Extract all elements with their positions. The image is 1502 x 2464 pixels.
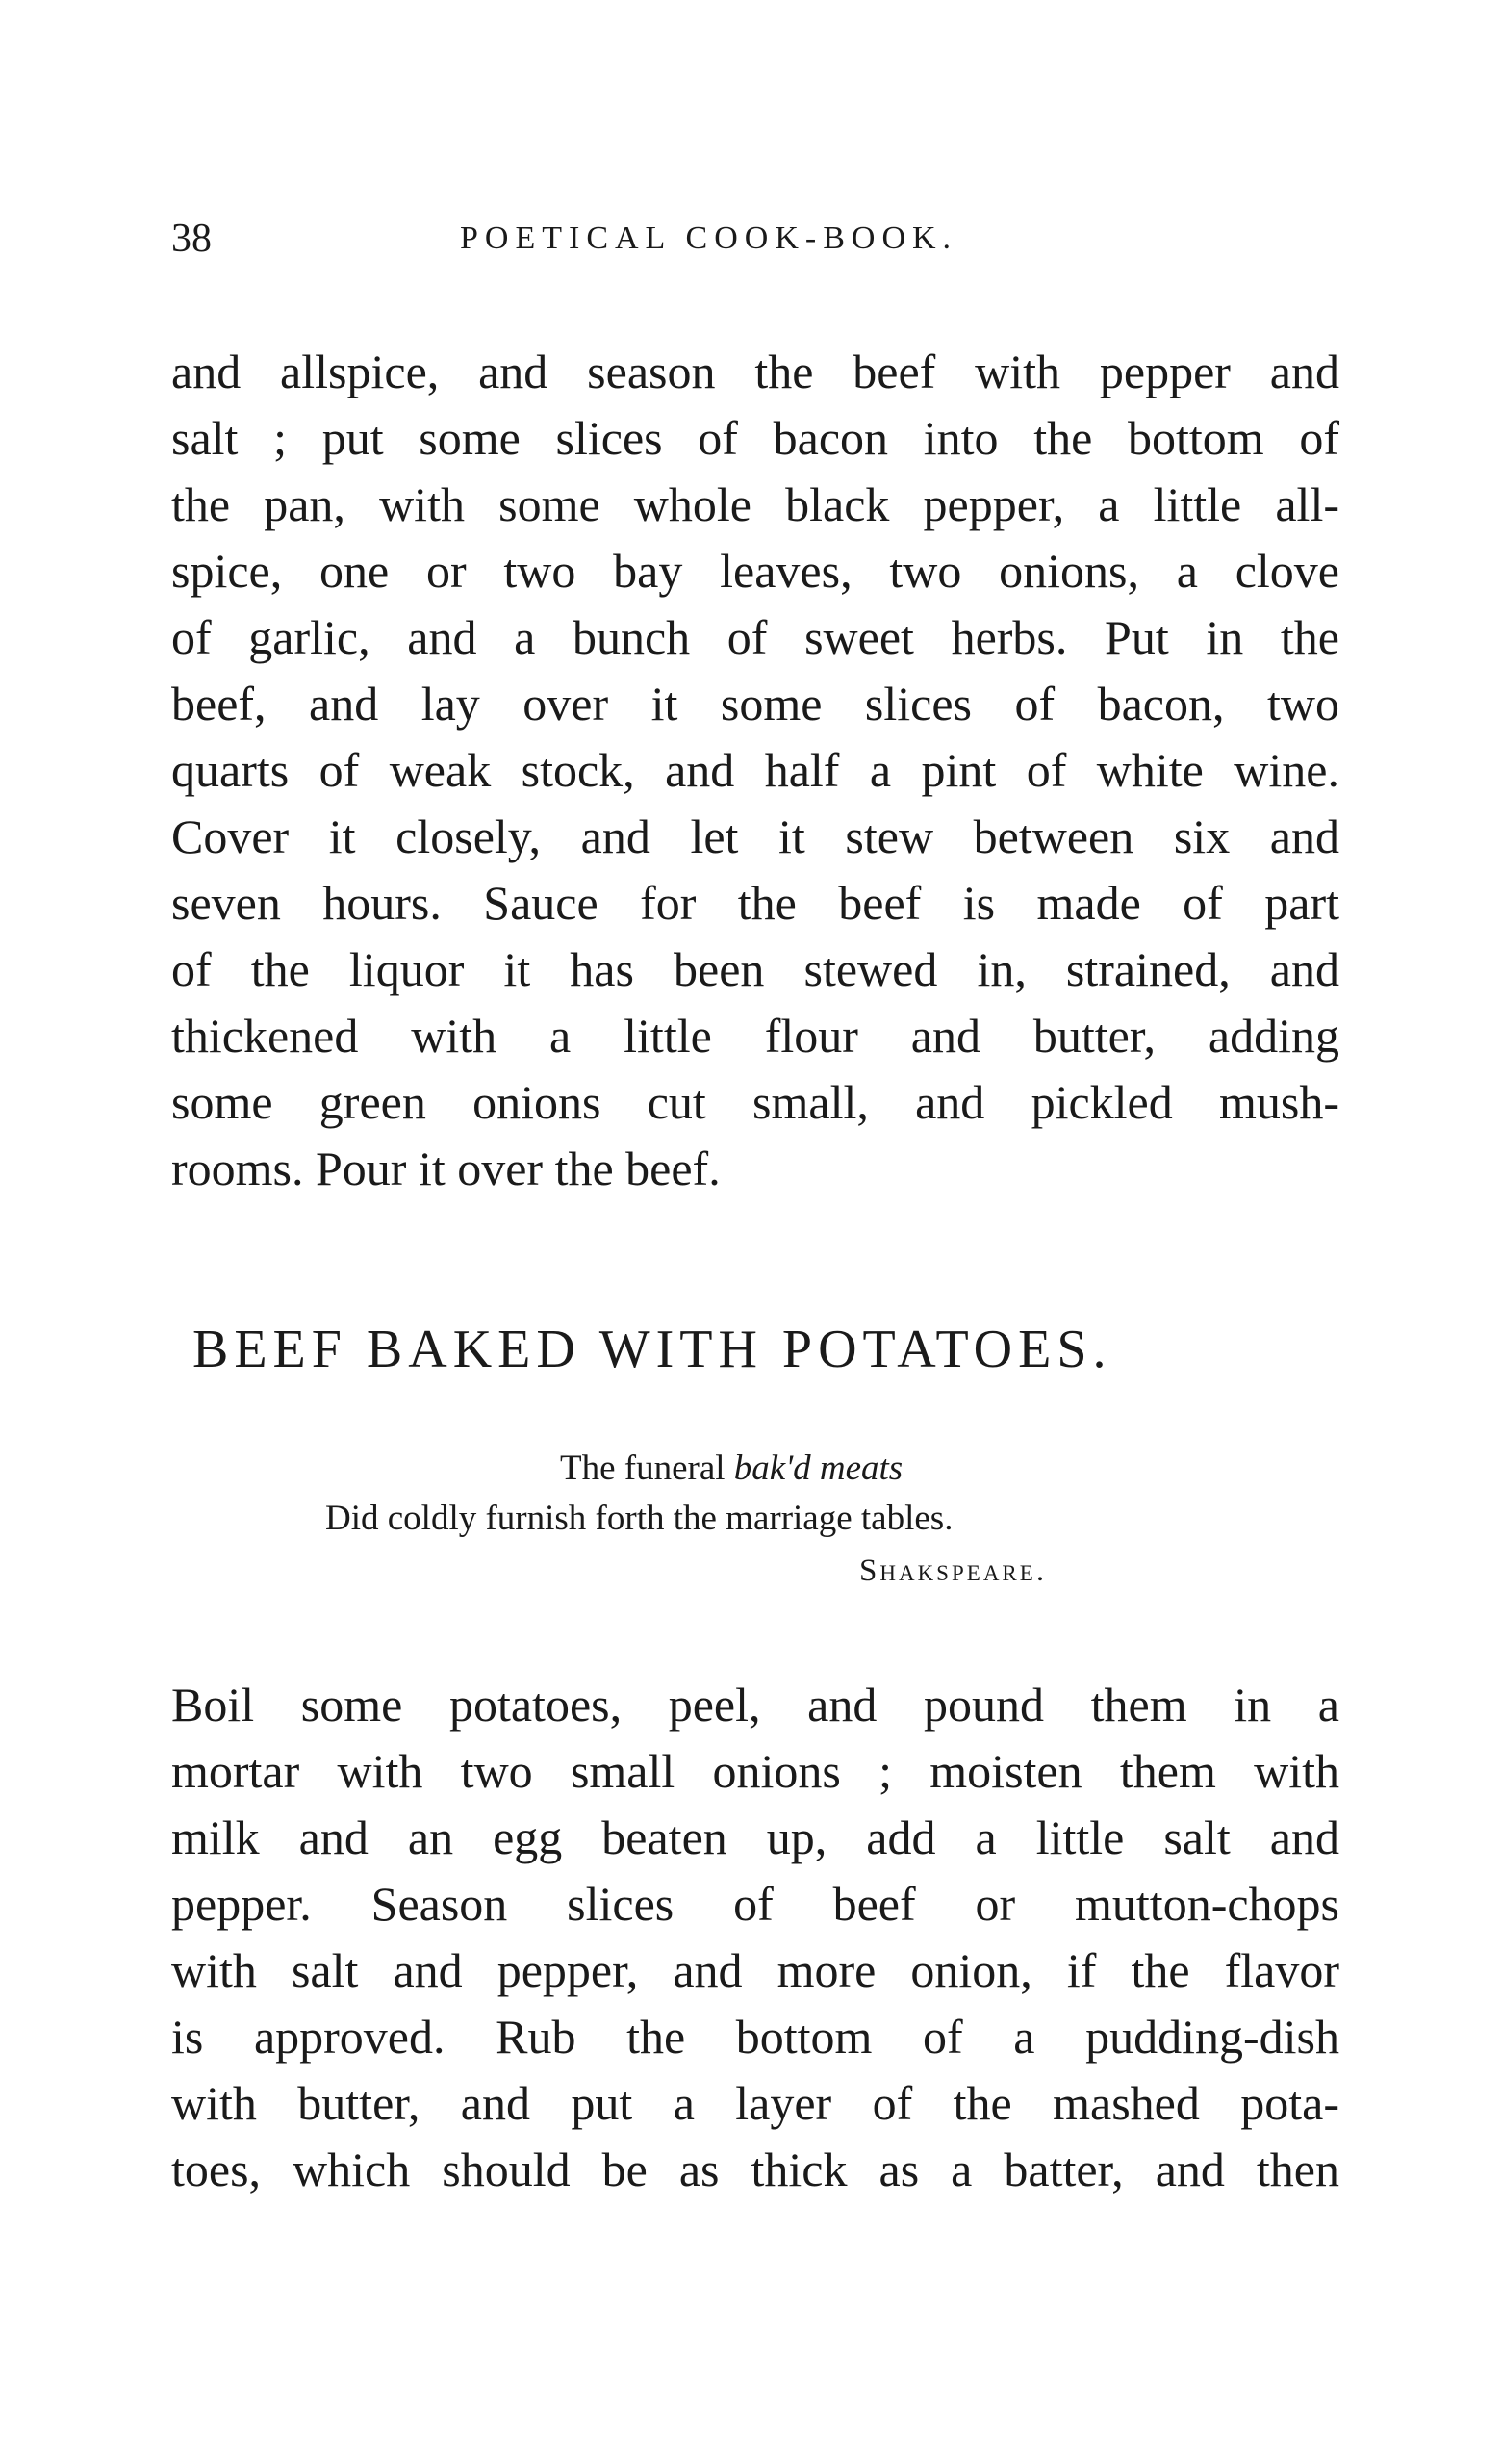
text-line: Cover it closely, and let it stew between six and — [171, 809, 1339, 863]
text-line: some green onions cut small, and pickled mush- — [171, 1075, 1339, 1129]
text-line: mortar with two small onions ; moisten them with — [171, 1744, 1339, 1798]
text-line: pepper. Season slices of beef or mutton-chops — [171, 1877, 1339, 1931]
text-line: with salt and pepper, and more onion, if the flavor — [171, 1943, 1339, 1997]
text-line: of garlic, and a bunch of sweet herbs. Put in the — [171, 610, 1339, 664]
epigraph-italic-phrase: bak'd meats — [733, 1449, 904, 1488]
text-line: milk and an egg beaten up, add a little salt and — [171, 1810, 1339, 1864]
text-line: is approved. Rub the bottom of a pudding-dish — [171, 2010, 1339, 2064]
recipe-paragraph — [171, 1672, 1339, 2203]
text-line: seven hours. Sauce for the beef is made of part — [171, 876, 1339, 930]
epigraph-line-1-text: The funeral — [560, 1449, 734, 1488]
page-header — [171, 210, 1326, 268]
text-line: salt ; put some slices of bacon into the bottom of — [171, 411, 1339, 465]
section-heading: BEEF BAKED WITH POTATOES. — [192, 1320, 1112, 1379]
text-line: spice, one or two bay leaves, two onions, a clove — [171, 544, 1339, 598]
text-line: toes, which should be as thick as a batter, and then — [171, 2143, 1339, 2196]
epigraph-line-1 — [560, 1444, 903, 1494]
text-line: thickened with a little flour and butter, adding — [171, 1009, 1339, 1063]
text-line: with butter, and put a layer of the mashed pota- — [171, 2076, 1339, 2130]
text-line: rooms. Pour it over the beef. — [171, 1142, 721, 1195]
text-line: and allspice, and season the beef with pepper and — [171, 345, 1339, 398]
epigraph-line-2: Did coldly furnish forth the marriage tables. — [325, 1499, 954, 1538]
running-title: POETICAL COOK-BOOK. — [460, 220, 958, 256]
page-number: 38 — [171, 217, 212, 261]
text-line: beef, and lay over it some slices of bacon, two — [171, 677, 1339, 731]
text-line: of the liquor it has been stewed in, strained, and — [171, 942, 1339, 996]
text-line: the pan, with some whole black pepper, a little all- — [171, 477, 1339, 531]
epigraph-attribution: Shakspeare. — [859, 1553, 1048, 1588]
text-line: Boil some potatoes, peel, and pound them in a — [171, 1678, 1339, 1732]
recipe-continuation-paragraph — [171, 339, 1339, 1202]
text-line: quarts of weak stock, and half a pint of white wine. — [171, 743, 1339, 797]
